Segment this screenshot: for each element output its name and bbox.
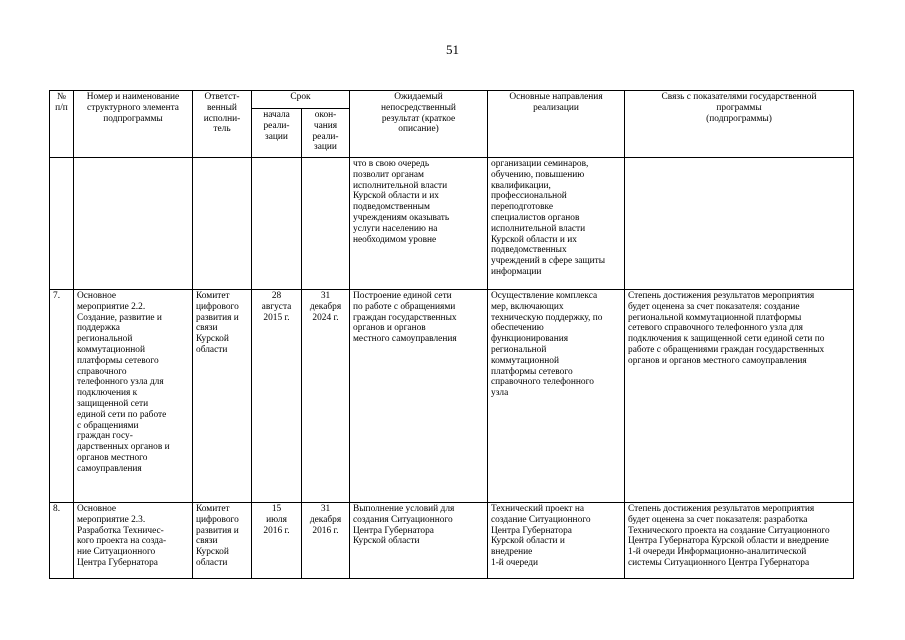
row-start xyxy=(252,158,302,290)
header-end-date: окон- чания реали- зации xyxy=(302,109,350,158)
header-indicator-link: Связь с показателями государственной программы (подпрограммы) xyxy=(625,91,854,158)
row-start: 15 июля 2016 г. xyxy=(252,503,302,579)
row-name: Основное мероприятие 2.3. Разработка Техничес- кого проекта на созда- ние Ситуационного Центра Губернатора xyxy=(74,503,193,579)
row-name: Основное мероприятие 2.2. Создание, развитие и поддержка региональной коммутационной платформы сетевого справочного телефонного узла для подключения к защищенной сети единой сети по работе с обращениями граждан госу- дарственных органов и органов местного самоуправления xyxy=(74,290,193,503)
row-responsible: Комитет цифрового развития и связи Курской области xyxy=(193,503,252,579)
header-start-date: начала реали- зации xyxy=(252,109,302,158)
header-name: Номер и наименование структурного элемента подпрограммы xyxy=(74,91,193,158)
header-term: Срок xyxy=(252,91,350,109)
row-num: 7. xyxy=(50,290,74,503)
row-num: 8. xyxy=(50,503,74,579)
row-result: Выполнение условий для создания Ситуационного Центра Губернатора Курской области xyxy=(350,503,488,579)
row-start: 28 августа 2015 г. xyxy=(252,290,302,503)
row-directions: организации семинаров, обучению, повышению квалификации, профессиональной переподготовке специалистов органов исполнительной власти Курской области и их подведомственных учреждений в сфере защиты информации xyxy=(488,158,625,290)
page-number: 51 xyxy=(446,42,459,57)
table-row xyxy=(50,503,854,579)
row-link xyxy=(625,158,854,290)
program-table xyxy=(49,90,854,579)
table-header-row xyxy=(50,91,854,109)
row-link: Степень достижения результатов мероприятия будет оценена за счет показателя: разработка Технического проекта на создание Ситуационного Центра Губернатора Курской области и внедрение 1-й очереди Информационно-аналитической системы Ситуационного Центра Губернатора xyxy=(625,503,854,579)
row-responsible: Комитет цифрового развития и связи Курской области xyxy=(193,290,252,503)
header-num: № п/п xyxy=(50,91,74,158)
header-expected-result: Ожидаемый непосредственный результат (краткое описание) xyxy=(350,91,488,158)
row-directions: Технический проект на создание Ситуационного Центра Губернатора Курской области и внедрение 1-й очереди xyxy=(488,503,625,579)
header-responsible: Ответст- венный исполни- тель xyxy=(193,91,252,158)
row-responsible xyxy=(193,158,252,290)
table-row xyxy=(50,290,854,503)
table-row xyxy=(50,158,854,290)
header-directions: Основные направления реализации xyxy=(488,91,625,158)
row-directions: Осуществление комплекса мер, включающих техническую поддержку, по обеспечению функционирования региональной коммутационной платформы сетевого справочного телефонного узла xyxy=(488,290,625,503)
row-name xyxy=(74,158,193,290)
row-link: Степень достижения результатов мероприятия будет оценена за счет показателя: создание региональной коммутационной платформы сетевого справочного телефонного узла для подключения к защищенной сети единой сети по работе с обращениями граждан государственных органов и органов местного самоуправления xyxy=(625,290,854,503)
row-end xyxy=(302,158,350,290)
row-result: что в свою очередь позволит органам исполнительной власти Курской области и их подведомственным учреждениям оказывать услуги населению на необходимом уровне xyxy=(350,158,488,290)
row-end: 31 декабря 2024 г. xyxy=(302,290,350,503)
row-num xyxy=(50,158,74,290)
row-end: 31 декабря 2016 г. xyxy=(302,503,350,579)
row-result: Построение единой сети по работе с обращениями граждан государственных органов и органов местного самоуправления xyxy=(350,290,488,503)
